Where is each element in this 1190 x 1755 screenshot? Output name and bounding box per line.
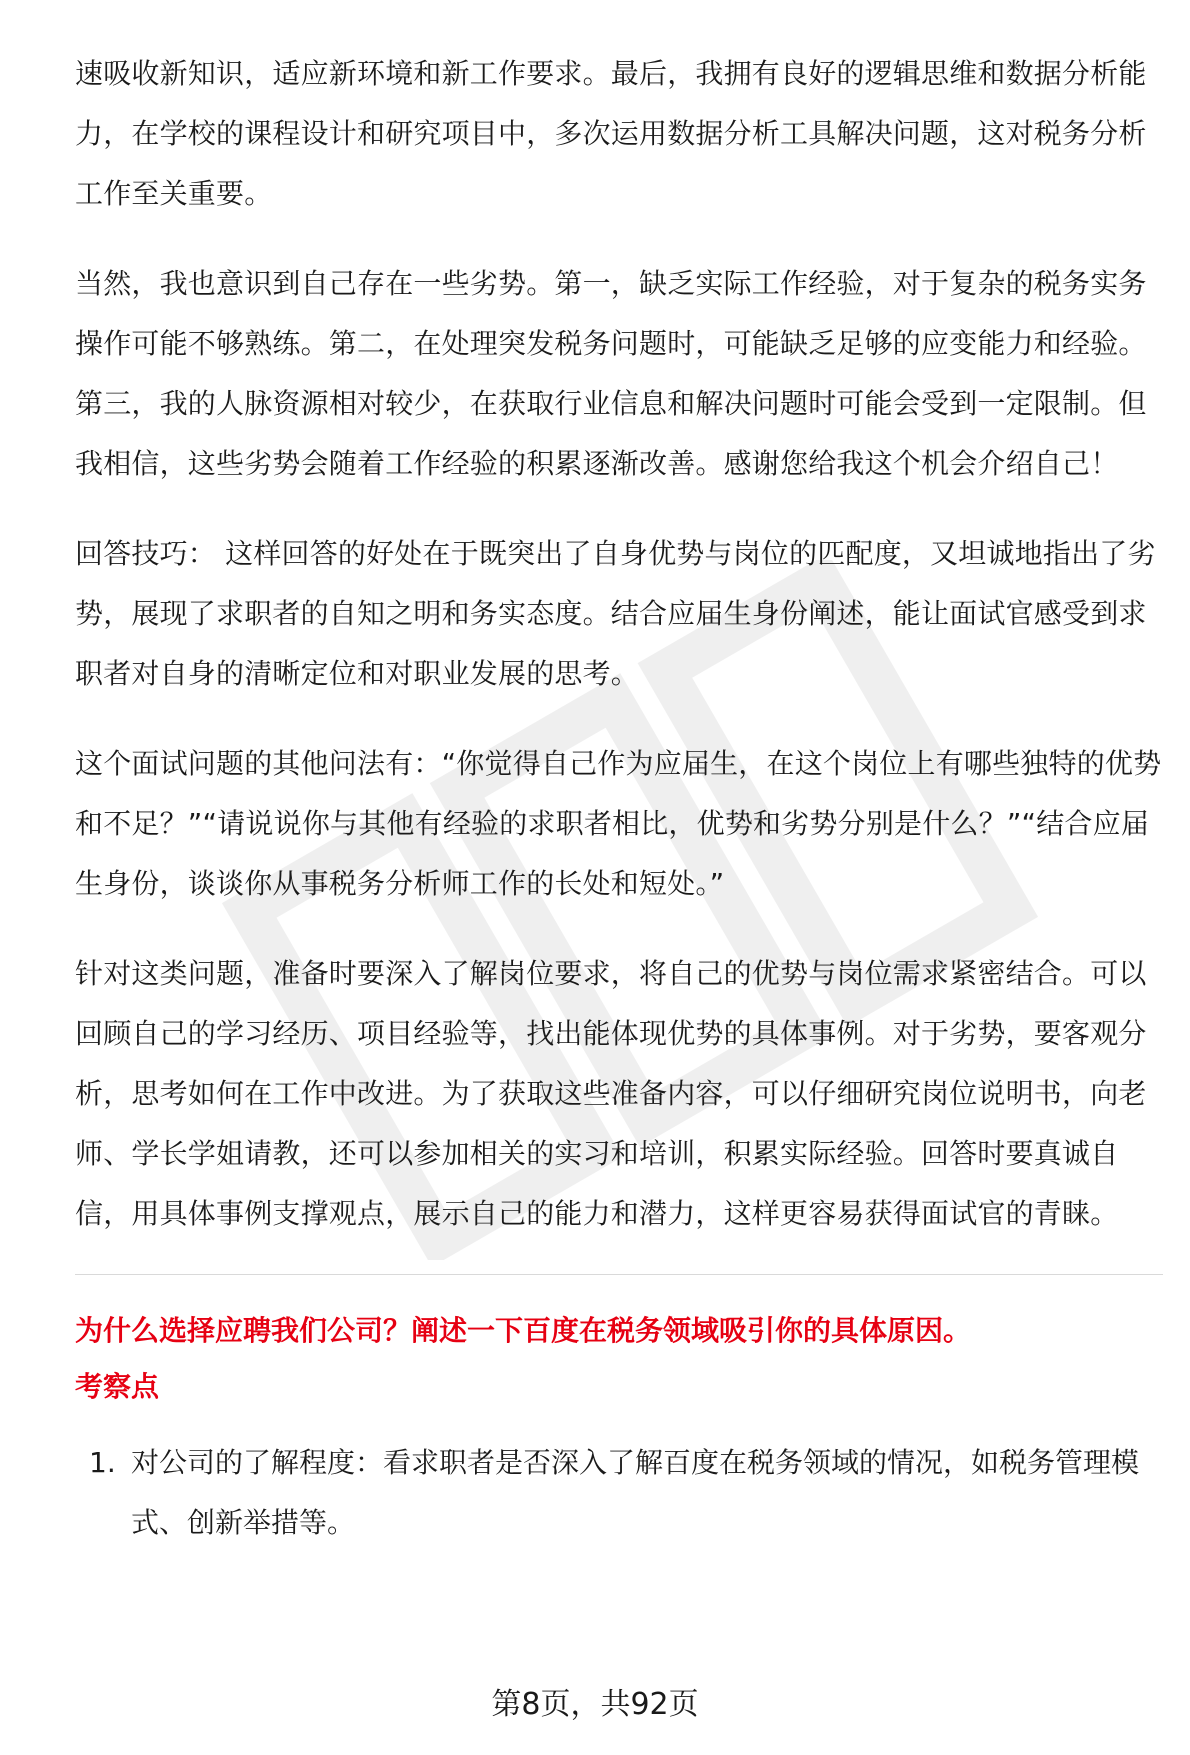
paragraph-answer-tips: 回答技巧： 这样回答的好处在于既突出了自身优势与岗位的匹配度，又坦诚地指出了劣势，展现了求职者的自知之明和务实态度。结合应届生身份阐述，能让面试官感受到求职者对自身的清晰定位和对职业发展的思考。 — [75, 537, 1156, 690]
question-title: 为什么选择应聘我们公司？阐述一下百度在税务领域吸引你的具体原因。 — [75, 1314, 972, 1347]
page-number: 第8页，共92页 — [491, 1687, 699, 1722]
list-item-number: 1. — [89, 1446, 116, 1479]
paragraph-weaknesses: 当然，我也意识到自己存在一些劣势。第一，缺乏实际工作经验，对于复杂的税务实务操作可能不够熟练。第二，在处理突发税务问题时，可能缺乏足够的应变能力和经验。第三，我的人脉资源相对较少，在获取行业信息和解决问题时可能会受到一定限制。但我相信，这些劣势会随着工作经验的积累逐渐改善。感谢您给我这个机会介绍自己！ — [75, 267, 1147, 480]
list-item — [75, 1433, 1165, 1553]
document-body — [75, 44, 1165, 1553]
paragraph-alternative-questions: 这个面试问题的其他问法有：“你觉得自己作为应届生，在这个岗位上有哪些独特的优势和不足？”“请说说你与其他有经验的求职者相比，优势和劣势分别是什么？”“结合应届生身份，谈谈你从事税务分析师工作的长处和短处。” — [75, 747, 1162, 900]
examination-points-list — [75, 1433, 1165, 1553]
question-subtitle: 考察点 — [75, 1370, 160, 1403]
paragraph-strengths-end: 速吸收新知识，适应新环境和新工作要求。最后，我拥有良好的逻辑思维和数据分析能力，在学校的课程设计和研究项目中，多次运用数据分析工具解决问题，这对税务分析工作至关重要。 — [75, 57, 1147, 210]
paragraph-preparation-advice: 针对这类问题，准备时要深入了解岗位要求，将自己的优势与岗位需求紧密结合。可以回顾自己的学习经历、项目经验等，找出能体现优势的具体事例。对于劣势，要客观分析，思考如何在工作中改进。为了获取这些准备内容，可以仔细研究岗位说明书，向老师、学长学姐请教，还可以参加相关的实习和培训，积累实际经验。回答时要真诚自信，用具体事例支撑观点，展示自己的能力和潜力，这样更容易获得面试官的青睐。 — [75, 957, 1147, 1230]
section-divider — [75, 1274, 1163, 1275]
list-item-text: 对公司的了解程度：看求职者是否深入了解百度在税务领域的情况，如税务管理模式、创新举措等。 — [131, 1446, 1140, 1539]
